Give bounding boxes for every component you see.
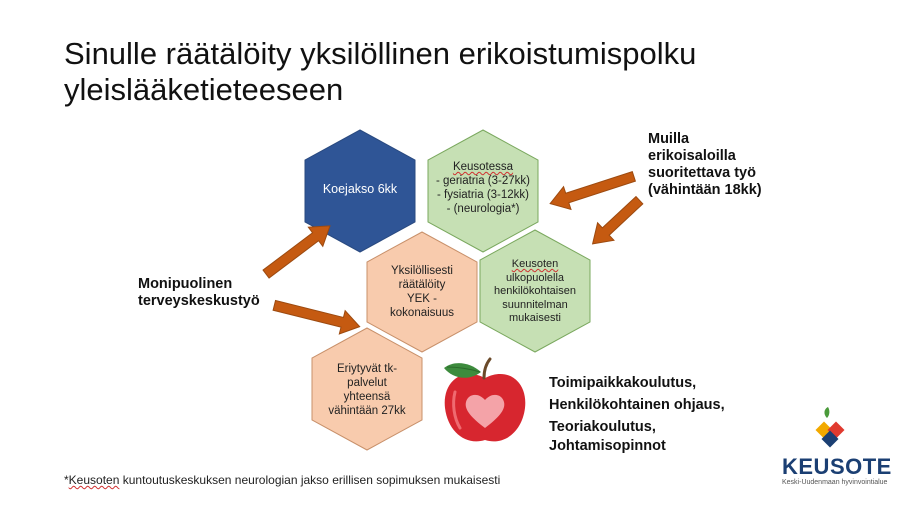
keusote-logo-icon (816, 407, 845, 447)
label-koulutus: Toimipaikkakoulutus, Henkilökohtainen ohjaus, Teoriakoulutus, Johtamisopinnot (549, 375, 725, 454)
footnote: *Keusoten kuntoutuskeskuksen neurologian jakso erillisen sopimuksen mukaisesti (64, 473, 501, 487)
hex-koejakso-text: Koejakso 6kk (322, 182, 398, 196)
label-muilla-erikoisaloilla: Muilla erikoisaloilla suoritettava työ (vähintään 18kk) (648, 131, 762, 198)
hex-eriytyvat-text: Eriytyvät tk- palvelut yhteensä vähintään 27kk (328, 363, 406, 417)
hex-keusoten-ulkopuolella-text: Keusoten ulkopuolella henkilökohtaisen suunnitelman mukaisesti (494, 258, 576, 324)
title-line-1: Sinulle räätälöity yksilöllinen erikoistumispolku (64, 36, 697, 71)
arrow-to-yksilollisesti (271, 294, 362, 339)
keusotessa-line: - geriatria (3-27kk) (436, 175, 530, 187)
title-line-2: yleislääketieteeseen (64, 72, 344, 107)
hex-keusotessa-text (428, 160, 538, 216)
keusotessa-heading: Keusotessa (452, 161, 514, 173)
keusotessa-line: - (neurologia*) (446, 203, 520, 215)
hex-yksilollisesti-text: Yksilöllisesti räätälöity YEK - kokonaisuus (390, 265, 454, 319)
arrow-to-koejakso (259, 216, 337, 283)
keusotessa-line: - fysiatria (3-12kk) (436, 189, 530, 201)
label-monipuolinen-terveyskeskustyo: Monipuolinen terveyskeskustyö (138, 276, 260, 309)
apple-icon (444, 359, 525, 441)
arrow-to-keusoten-ulkopuolella (584, 191, 647, 252)
keusote-logo-text: KEUSOTE (782, 454, 892, 479)
keusote-logo-subtitle: Keski-Uudenmaan hyvinvointialue (782, 479, 888, 486)
